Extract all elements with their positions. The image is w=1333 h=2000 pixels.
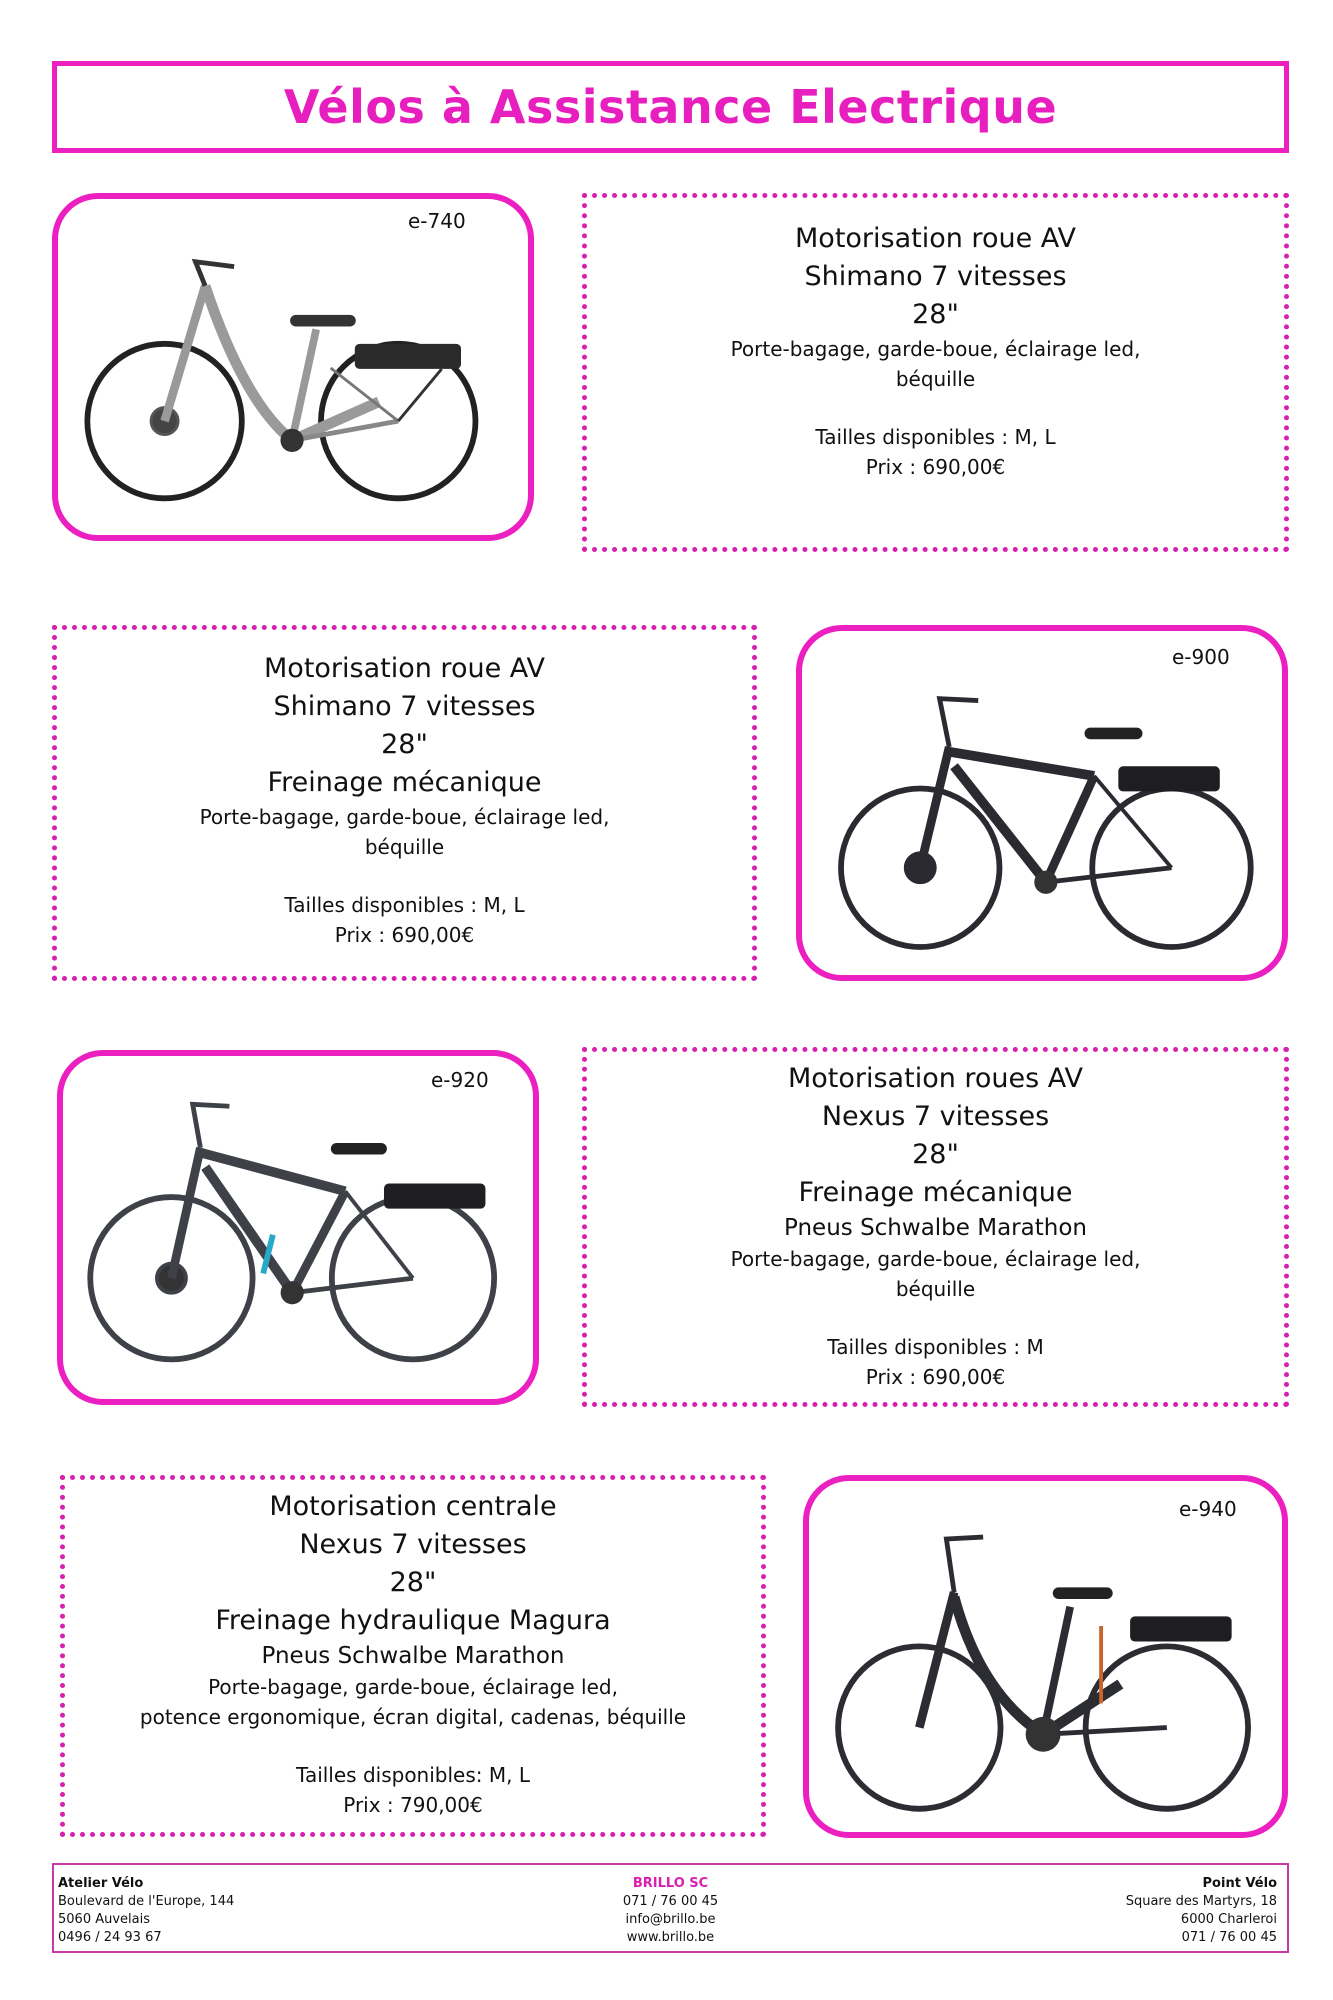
shop-name: Atelier Vélo <box>58 1876 144 1891</box>
spec-box-e940 <box>60 1475 766 1837</box>
spec-line: Motorisation roues AV <box>787 1063 1084 1094</box>
bike-image <box>802 631 1282 975</box>
sizes-text: Tailles disponibles: M, L <box>296 1763 530 1787</box>
title-box <box>52 61 1289 153</box>
price-text: Prix : 690,00€ <box>865 455 1006 479</box>
shop-name: Point Vélo <box>1202 1876 1277 1891</box>
page-title: Vélos à Assistance Electrique <box>283 80 1058 134</box>
spec-line: 28" <box>912 299 959 330</box>
footer-right <box>1126 1875 1277 1947</box>
sizes-text: Tailles disponibles : M <box>827 1335 1044 1359</box>
price-text: Prix : 690,00€ <box>334 923 475 947</box>
model-label: e-940 <box>1179 1497 1237 1521</box>
spec-line: Shimano 7 vitesses <box>804 261 1067 292</box>
spec-line: Freinage mécanique <box>798 1177 1073 1208</box>
price-text: Prix : 690,00€ <box>865 1365 1006 1389</box>
model-label: e-900 <box>1172 645 1230 669</box>
spec-line: 28" <box>912 1139 959 1170</box>
shop-address: Square des Martyrs, 18 <box>1125 1894 1277 1909</box>
model-label: e-920 <box>431 1068 489 1092</box>
shop-city: 6000 Charleroi <box>1180 1912 1277 1927</box>
product-photo-e940 <box>803 1475 1288 1838</box>
bike-image <box>63 1056 533 1399</box>
spec-line: Nexus 7 vitesses <box>821 1101 1050 1132</box>
product-photo-e900 <box>796 625 1288 981</box>
spec-line: Freinage hydraulique Magura <box>215 1605 611 1636</box>
spec-line: Freinage mécanique <box>267 767 542 798</box>
spec-box-e740 <box>582 193 1289 552</box>
spec-line: béquille <box>895 1277 976 1301</box>
model-label: e-740 <box>408 209 466 233</box>
spec-line: 28" <box>381 729 428 760</box>
spec-line: 28" <box>389 1567 437 1598</box>
footer <box>52 1863 1289 1953</box>
shop-address: Boulevard de l'Europe, 144 <box>58 1894 235 1909</box>
product-photo-e920 <box>57 1050 539 1405</box>
company-email[interactable]: info@brillo.be <box>625 1912 716 1927</box>
bike-image <box>58 199 528 535</box>
spec-line: Porte-bagage, garde-boue, éclairage led, <box>199 805 610 829</box>
bike-image <box>809 1481 1282 1832</box>
product-photo-e740 <box>52 193 534 541</box>
tyres-text: Pneus Schwalbe Marathon <box>261 1643 565 1669</box>
spec-line: potence ergonomique, écran digital, cadenas, béquille <box>139 1705 687 1729</box>
sizes-text: Tailles disponibles : M, L <box>284 893 525 917</box>
spec-line: Porte-bagage, garde-boue, éclairage led, <box>730 1247 1141 1271</box>
spec-line: Shimano 7 vitesses <box>273 691 536 722</box>
spec-line: Motorisation roue AV <box>795 223 1076 254</box>
spec-box-e920 <box>582 1047 1289 1407</box>
shop-city: 5060 Auvelais <box>58 1912 151 1927</box>
price-text: Prix : 790,00€ <box>343 1793 483 1817</box>
spec-line: Porte-bagage, garde-boue, éclairage led, <box>730 337 1141 361</box>
company-phone: 071 / 76 00 45 <box>622 1894 719 1909</box>
shop-phone: 071 / 76 00 45 <box>1181 1930 1277 1945</box>
spec-line: Motorisation centrale <box>269 1491 557 1522</box>
footer-center <box>54 1875 1287 1947</box>
company-website[interactable]: www.brillo.be <box>626 1930 715 1945</box>
company-name: BRILLO SC <box>632 1876 709 1891</box>
spec-line: béquille <box>364 835 445 859</box>
spec-line: Porte-bagage, garde-boue, éclairage led, <box>208 1675 618 1699</box>
sizes-text: Tailles disponibles : M, L <box>815 425 1056 449</box>
spec-line: béquille <box>895 367 976 391</box>
spec-line: Motorisation roue AV <box>264 653 545 684</box>
spec-box-e900 <box>52 625 757 981</box>
tyres-text: Pneus Schwalbe Marathon <box>784 1215 1087 1241</box>
spec-line: Nexus 7 vitesses <box>299 1529 527 1560</box>
shop-phone: 0496 / 24 93 67 <box>58 1930 162 1945</box>
